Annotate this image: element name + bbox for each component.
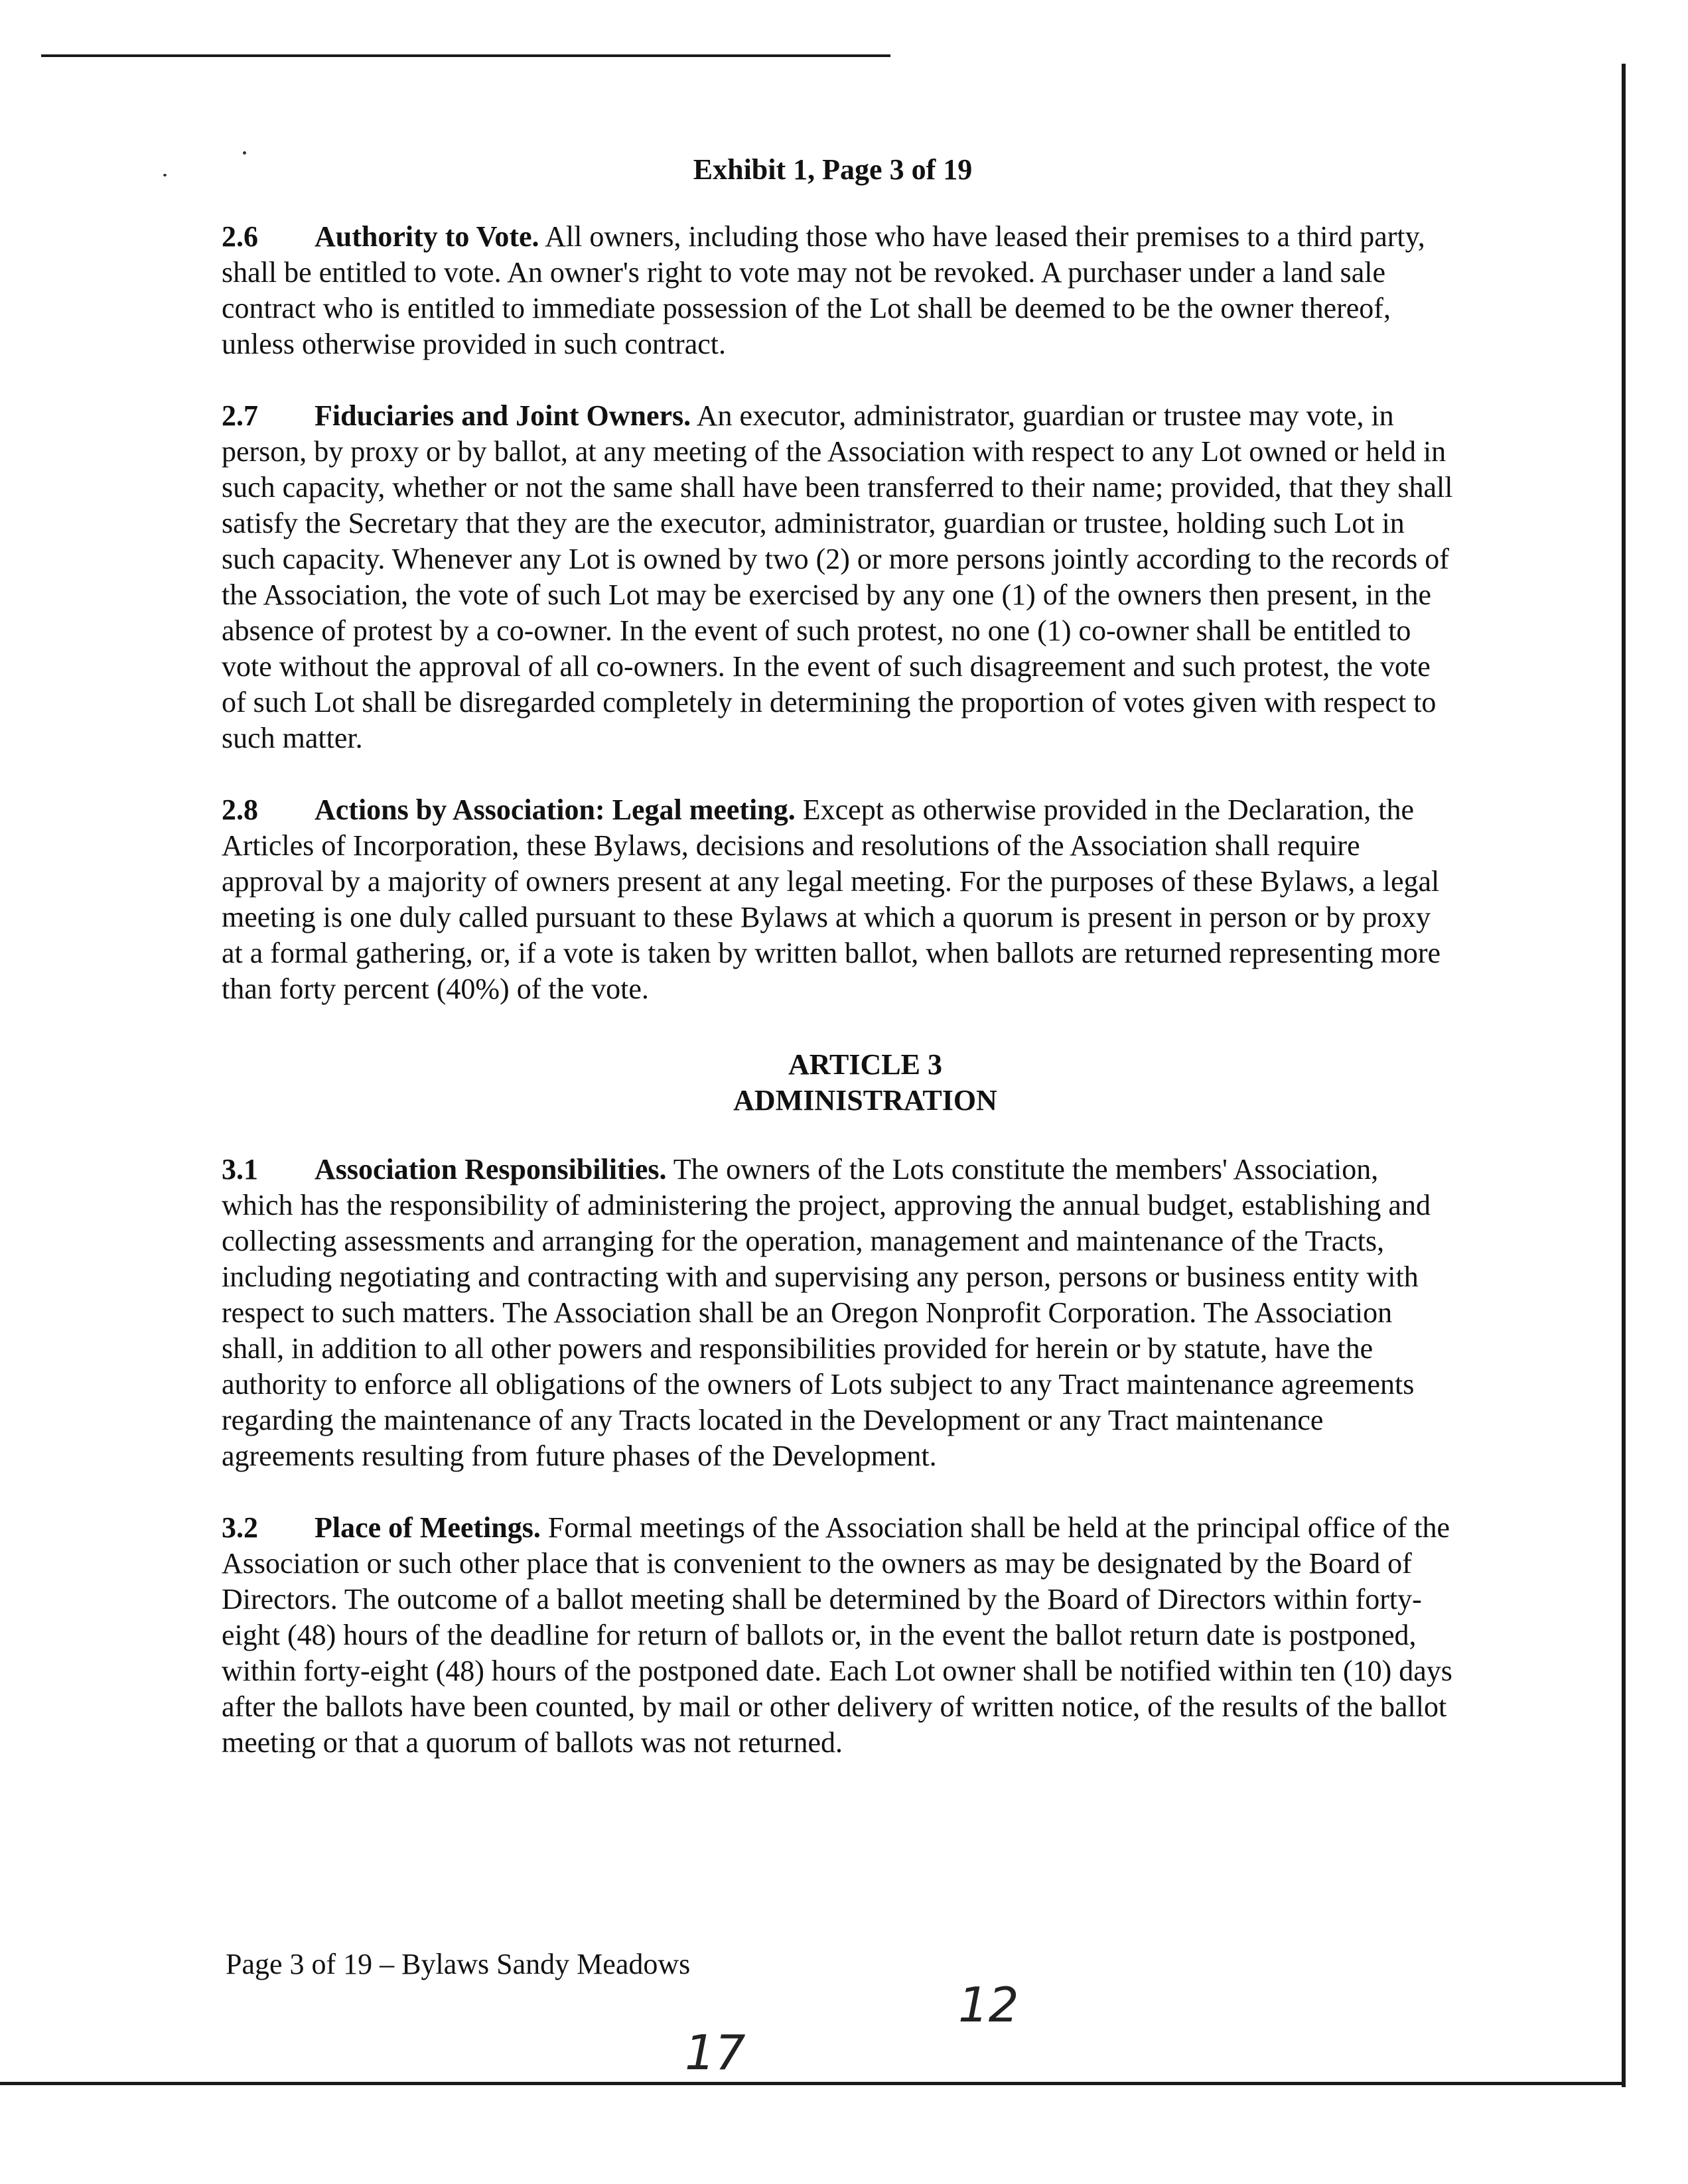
article-heading bbox=[222, 1047, 1456, 1119]
section-title: Actions by Association: Legal meeting. bbox=[315, 793, 796, 826]
article-title: ADMINISTRATION bbox=[733, 1084, 997, 1117]
handwritten-page-number: 17 bbox=[685, 2025, 746, 2081]
scan-bottom-border bbox=[0, 2082, 1626, 2085]
section-text: The owners of the Lots constitute the members' Association, which has the responsibility of administering the project, approving the annual budget, establishing and collecting assessments and arranging for the operation, management and maintenance of the Tracts, including negotiating and contracting with and supervising any person, persons or business entity with respect to such matters. The Association shall be an Oregon Nonprofit Corporation. The Association shall, in addition to all other powers and responsibilities provided for herein or by statute, have the authority to enforce all obligations of the owners of Lots subject to any Tract maintenance agreements regarding the maintenance of any Tracts located in the Development or any Tract maintenance agreements resulting from future phases of the Development. bbox=[222, 1153, 1431, 1472]
handwritten-page-number: 12 bbox=[958, 1977, 1019, 2033]
section-2-7 bbox=[222, 398, 1456, 756]
section-3-1 bbox=[222, 1152, 1456, 1474]
section-number: 2.7 bbox=[222, 399, 258, 432]
section-title: Association Responsibilities. bbox=[315, 1153, 667, 1186]
scan-top-border bbox=[41, 54, 890, 57]
section-2-6 bbox=[222, 219, 1456, 362]
section-text: Formal meetings of the Association shall be held at the principal office of the Association or such other place that is convenient to the owners as may be designated by the Board of Directors. The outcome of a ballot meeting shall be determined by the Board of Directors within forty-eight (48) hours of the deadline for return of ballots or, in the event the ballot return date is postponed, within forty-eight (48) hours of the postponed date. Each Lot owner shall be notified within ten (10) days after the ballots have been counted, by mail or other delivery of written notice, of the results of the ballot meeting or that a quorum of ballots was not returned. bbox=[222, 1511, 1452, 1759]
scan-right-border bbox=[1622, 64, 1626, 2087]
section-text: All owners, including those who have leased their premises to a third party, shall be entitled to vote. An owner's right to vote may not be revoked. A purchaser under a land sale contract who is entitled to immediate possession of the Lot shall be deemed to be the owner thereof, unless otherwise provided in such contract. bbox=[222, 220, 1425, 360]
section-3-2 bbox=[222, 1510, 1456, 1761]
section-title: Authority to Vote. bbox=[315, 220, 539, 253]
document-body bbox=[222, 219, 1456, 1797]
page-footer: Page 3 of 19 – Bylaws Sandy Meadows bbox=[226, 1948, 691, 1980]
section-number: 2.8 bbox=[222, 793, 258, 826]
section-number: 3.1 bbox=[222, 1153, 258, 1186]
section-text: Except as otherwise provided in the Declaration, the Articles of Incorporation, these Bylaws, decisions and resolutions of the Association shall require approval by a majority of owners present at any legal meeting. For the purposes of these Bylaws, a legal meeting is one duly called pursuant to these Bylaws at which a quorum is present in person or by proxy at a formal gathering, or, if a vote is taken by written ballot, when ballots are returned representing more than forty percent (40%) of the vote. bbox=[222, 793, 1441, 1005]
section-2-8 bbox=[222, 792, 1456, 1007]
article-number: ARTICLE 3 bbox=[788, 1048, 942, 1081]
section-number: 3.2 bbox=[222, 1511, 258, 1544]
section-text: An executor, administrator, guardian or trustee may vote, in person, by proxy or by ballot, at any meeting of the Association with respect to any Lot owned or held in such capacity, whether or not the same shall have been transferred to their name; provided, that they shall satisfy the Secretary that they are the executor, administrator, guardian or trustee, holding such Lot in such capacity. Whenever any Lot is owned by two (2) or more persons jointly according to the records of the Association, the vote of such Lot may be exercised by any one (1) of the owners then present, in the absence of protest by a co-owner. In the event of such protest, no one (1) co-owner shall be entitled to vote without the approval of all co-owners. In the event of such disagreement and such protest, the vote of such Lot shall be disregarded completely in determining the proportion of votes given with respect to such matter. bbox=[222, 399, 1453, 754]
section-title: Fiduciaries and Joint Owners. bbox=[315, 399, 691, 432]
section-number: 2.6 bbox=[222, 220, 258, 253]
section-title: Place of Meetings. bbox=[315, 1511, 541, 1544]
exhibit-header: Exhibit 1, Page 3 of 19 bbox=[693, 153, 973, 186]
